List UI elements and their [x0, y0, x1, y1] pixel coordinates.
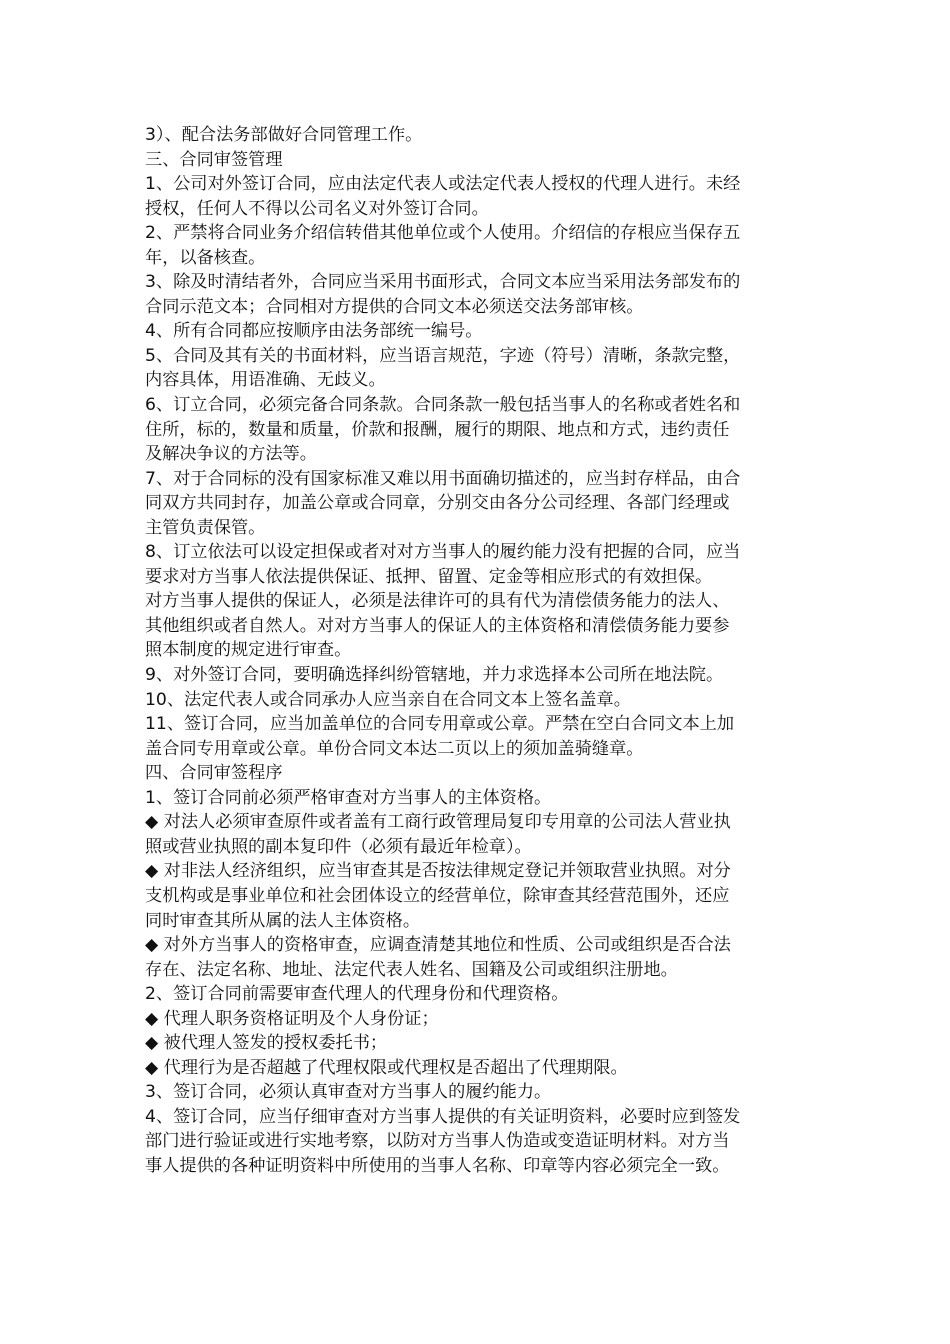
text-line: 及解决争议的方法等。	[145, 444, 317, 465]
text-line: 主管负责保管。	[145, 517, 266, 538]
text-line: 3）、配合法务部做好合同管理工作。	[145, 125, 423, 145]
text-line: 8、订立依法可以设定担保或者对对方当事人的履约能力没有把握的合同，应当	[145, 542, 741, 563]
text-line: 三、合同审签管理	[145, 149, 283, 170]
text-line: 存在、法定名称、地址、法定代表人姓名、国籍及公司或组织注册地。	[145, 959, 678, 980]
document-body	[145, 123, 810, 1179]
text-line: 1、签订合同前必须严格审查对方当事人的主体资格。	[145, 787, 552, 808]
text-line: 部门进行验证或进行实地考察，以防对方当事人伪造或变造证明材料。对方当	[145, 1131, 730, 1152]
text-line: 7、对于合同标的没有国家标准又难以用书面确切描述的，应当封存样品，由合	[145, 468, 741, 489]
text-line: ◆ 对非法人经济组织，应当审查其是否按法律规定登记并领取营业执照。对分	[145, 861, 731, 882]
text-line: 10、法定代表人或合同承办人应当亲自在合同文本上签名盖章。	[145, 689, 631, 710]
text-line: ◆ 代理人职务资格证明及个人身份证；	[145, 1008, 439, 1029]
text-line: 3、除及时清结者外，合同应当采用书面形式，合同文本应当采用法务部发布的	[145, 272, 741, 293]
text-line: 授权，任何人不得以公司名义对外签订合同。	[145, 198, 489, 219]
text-line: ◆ 代理行为是否超越了代理权限或代理权是否超出了代理期限。	[145, 1057, 628, 1078]
text-line: 5、合同及其有关的书面材料，应当语言规范，字迹（符号）清晰，条款完整，	[145, 345, 741, 366]
text-line: 4、所有合同都应按顺序由法务部统一编号。	[145, 321, 483, 342]
text-line: 3、签订合同，必须认真审查对方当事人的履约能力。	[145, 1082, 552, 1103]
text-line: 照或营业执照的副本复印件（必须有最近年检章）。	[145, 836, 532, 857]
text-line: ◆ 对法人必须审查原件或者盖有工商行政管理局复印专用章的公司法人营业执	[145, 812, 731, 833]
text-line: 照本制度的规定进行审查。	[145, 640, 352, 661]
text-line: 6、订立合同，必须完备合同条款。合同条款一般包括当事人的名称或者姓名和	[145, 395, 741, 416]
text-line: 4、签订合同，应当仔细审查对方当事人提供的有关证明资料，必要时应到签发	[145, 1106, 741, 1127]
text-line: 对方当事人提供的保证人，必须是法律许可的具有代为清偿债务能力的法人、	[145, 591, 730, 612]
text-line: 11、签订合同，应当加盖单位的合同专用章或公章。严禁在空白合同文本上加	[145, 714, 735, 735]
text-line: 2、签订合同前需要审查代理人的代理身份和代理资格。	[145, 984, 569, 1005]
text-line: 其他组织或者自然人。对对方当事人的保证人的主体资格和清偿债务能力要参	[145, 615, 730, 636]
text-line: 合同示范文本；合同相对方提供的合同文本必须送交法务部审核。	[145, 296, 644, 317]
text-line: 住所，标的，数量和质量，价款和报酬，履行的期限、地点和方式，违约责任	[145, 419, 730, 440]
text-line: 事人提供的各种证明资料中所使用的当事人名称、印章等内容必须完全一致。	[145, 1155, 730, 1176]
text-line: 内容具体，用语准确、无歧义。	[145, 370, 386, 391]
text-line: ◆ 被代理人签发的授权委托书；	[145, 1033, 388, 1054]
text-line: 1、公司对外签订合同，应由法定代表人或法定代表人授权的代理人进行。未经	[145, 174, 741, 195]
text-line: 同时审查其所从属的法人主体资格。	[145, 910, 421, 931]
text-line: 要求对方当事人依法提供保证、抵押、留置、定金等相应形式的有效担保。	[145, 566, 713, 587]
text-line: 9、对外签订合同，要明确选择纠纷管辖地，并力求选择本公司所在地法院。	[145, 665, 724, 686]
text-line: ◆ 对外方当事人的资格审查，应调查清楚其地位和性质、公司或组织是否合法	[145, 935, 731, 956]
text-line: 盖合同专用章或公章。单份合同文本达二页以上的须加盖骑缝章。	[145, 738, 644, 759]
text-line: 年，以备核查。	[145, 247, 266, 268]
text-line: 四、合同审签程序	[145, 763, 283, 784]
text-line: 同双方共同封存，加盖公章或合同章，分别交由各分公司经理、各部门经理或	[145, 493, 730, 514]
text-line: 2、严禁将合同业务介绍信转借其他单位或个人使用。介绍信的存根应当保存五	[145, 223, 741, 244]
text-line: 支机构或是事业单位和社会团体设立的经营单位，除审查其经营范围外，还应	[145, 885, 730, 906]
